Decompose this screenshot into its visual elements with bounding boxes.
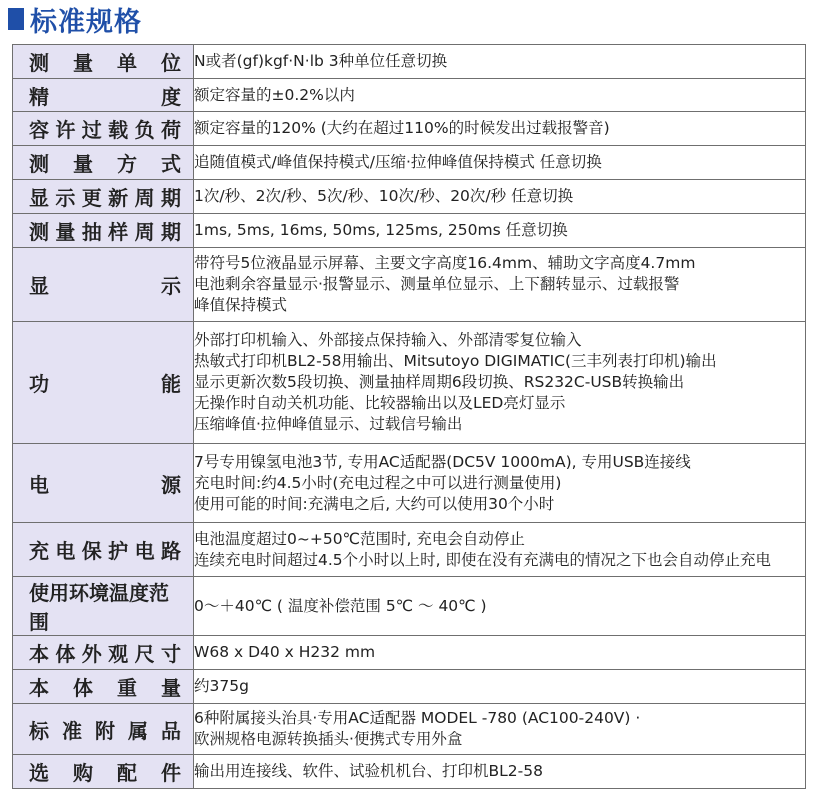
spec-value-line: 6种附属接头治具·专用AC适配器 MODEL -780 (AC100-240V) · [194, 709, 641, 727]
spec-label: 本 体 重 量 [29, 676, 181, 700]
spec-row [13, 248, 806, 322]
spec-value-line: 7号专用镍氢电池3节, 专用AC适配器(DC5V 1000mA), 专用USB连接线 [194, 452, 691, 471]
spec-value-line: 外部打印机输入、外部接点保持输入、外部清零复位输入 [194, 331, 582, 349]
spec-label: 功 能 [29, 372, 181, 396]
spec-row [13, 755, 806, 789]
spec-value-cell [194, 180, 806, 214]
spec-label: 标 准 附 属 品 [29, 718, 181, 743]
spec-row [13, 45, 806, 79]
spec-value-cell [194, 444, 806, 523]
spec-label: 测 量 方 式 [29, 152, 181, 176]
spec-value-line: N或者(gf)kgf·N·lb 3种单位任意切换 [194, 52, 448, 70]
spec-value-cell [194, 704, 806, 755]
spec-value-cell [194, 670, 806, 704]
spec-label-cell [13, 444, 194, 523]
spec-label: 电 源 [29, 472, 181, 497]
spec-value-line: 1ms, 5ms, 16ms, 50ms, 125ms, 250ms 任意切换 [194, 221, 568, 239]
page-title: 标准规格 [30, 6, 142, 38]
spec-label: 显 示 更 新 周 期 [29, 186, 181, 210]
spec-row [13, 214, 806, 248]
spec-value-line: 额定容量的±0.2%以内 [194, 85, 355, 104]
spec-table [12, 44, 806, 789]
spec-value-line: 显示更新次数5段切换、测量抽样周期6段切换、RS232C-USB转换输出 [194, 373, 685, 391]
spec-value-cell [194, 577, 806, 636]
spec-value-line: 峰值保持模式 [194, 296, 288, 314]
spec-label: 测 量 单 位 [29, 51, 181, 75]
spec-label-cell [13, 755, 194, 789]
spec-value-line: 充电时间:约4.5小时(充电过程之中可以进行测量使用) [194, 473, 562, 492]
spec-value-line: 电池剩余容量显示·报警显示、测量单位显示、上下翻转显示、过载报警 [194, 275, 680, 293]
spec-label: 使用环境温度范围 [29, 581, 169, 634]
spec-value-line: W68 x D40 x H232 mm [194, 643, 376, 661]
spec-value-cell [194, 322, 806, 444]
spec-value-cell [194, 214, 806, 248]
spec-value-cell [194, 755, 806, 789]
spec-value-line: 0～＋40℃ ( 温度补偿范围 5℃ ～ 40℃ ) [194, 596, 487, 615]
spec-label-cell [13, 146, 194, 180]
title-square-icon [8, 8, 24, 30]
spec-value-cell [194, 45, 806, 79]
spec-row [13, 180, 806, 214]
spec-row [13, 577, 806, 636]
spec-row [13, 112, 806, 146]
spec-label-cell [13, 248, 194, 322]
spec-value-line: 连续充电时间超过4.5个小时以上时, 即使在没有充满电的情况之下也会自动停止充电 [194, 550, 772, 569]
spec-label-cell [13, 577, 194, 636]
spec-row [13, 444, 806, 523]
spec-label: 选 购 配 件 [29, 761, 181, 785]
spec-value-line: 1次/秒、2次/秒、5次/秒、10次/秒、20次/秒 任意切换 [194, 187, 574, 205]
spec-label-cell [13, 636, 194, 670]
spec-label: 本 体 外 观 尺 寸 [29, 642, 181, 666]
spec-value-line: 欧洲规格电源转换插头·便携式专用外盒 [194, 730, 463, 748]
spec-value-cell [194, 636, 806, 670]
spec-label: 精 度 [29, 84, 181, 109]
spec-value-line: 追随值模式/峰值保持模式/压缩·拉伸峰值保持模式 任意切换 [194, 153, 602, 171]
spec-value-cell [194, 146, 806, 180]
spec-value-line: 压缩峰值·拉伸峰值显示、过载信号输出 [194, 415, 463, 433]
spec-label-cell [13, 112, 194, 146]
spec-label-cell [13, 704, 194, 755]
spec-value-line: 约375g [194, 677, 249, 695]
spec-label-cell [13, 523, 194, 577]
spec-label: 测 量 抽 样 周 期 [29, 220, 181, 244]
spec-label-cell [13, 79, 194, 112]
spec-value-line: 带符号5位液晶显示屏幕、主要文字高度16.4mm、辅助文字高度4.7mm [194, 254, 696, 272]
page-header [8, 0, 142, 38]
spec-label-cell [13, 214, 194, 248]
spec-label-cell [13, 322, 194, 444]
spec-row [13, 79, 806, 112]
spec-value-cell [194, 112, 806, 146]
spec-label: 充 电 保 护 电 路 [29, 539, 181, 563]
spec-value-line: 无操作时自动关机功能、比较器输出以及LED亮灯显示 [194, 394, 566, 412]
spec-row [13, 146, 806, 180]
spec-value-cell [194, 523, 806, 577]
spec-value-cell [194, 248, 806, 322]
spec-row [13, 670, 806, 704]
spec-value-line: 电池温度超过0~+50℃范围时, 充电会自动停止 [194, 529, 525, 548]
spec-label-cell [13, 180, 194, 214]
spec-value-line: 使用可能的时间:充满电之后, 大约可以使用30个小时 [194, 494, 555, 513]
spec-row [13, 704, 806, 755]
spec-label: 容 许 过 载 负 荷 [29, 118, 181, 142]
spec-row [13, 322, 806, 444]
spec-row [13, 523, 806, 577]
spec-row [13, 636, 806, 670]
spec-label-cell [13, 670, 194, 704]
spec-value-line: 输出用连接线、软件、试验机机台、打印机BL2-58 [194, 762, 543, 780]
spec-value-line: 额定容量的120% (大约在超过110%的时候发出过载报警音) [194, 119, 610, 137]
spec-label-cell [13, 45, 194, 79]
spec-label: 显 示 [29, 274, 181, 298]
spec-value-cell [194, 79, 806, 112]
spec-value-line: 热敏式打印机BL2-58用输出、Mitsutoyo DIGIMATIC(三丰列表打印机)输出 [194, 352, 717, 370]
